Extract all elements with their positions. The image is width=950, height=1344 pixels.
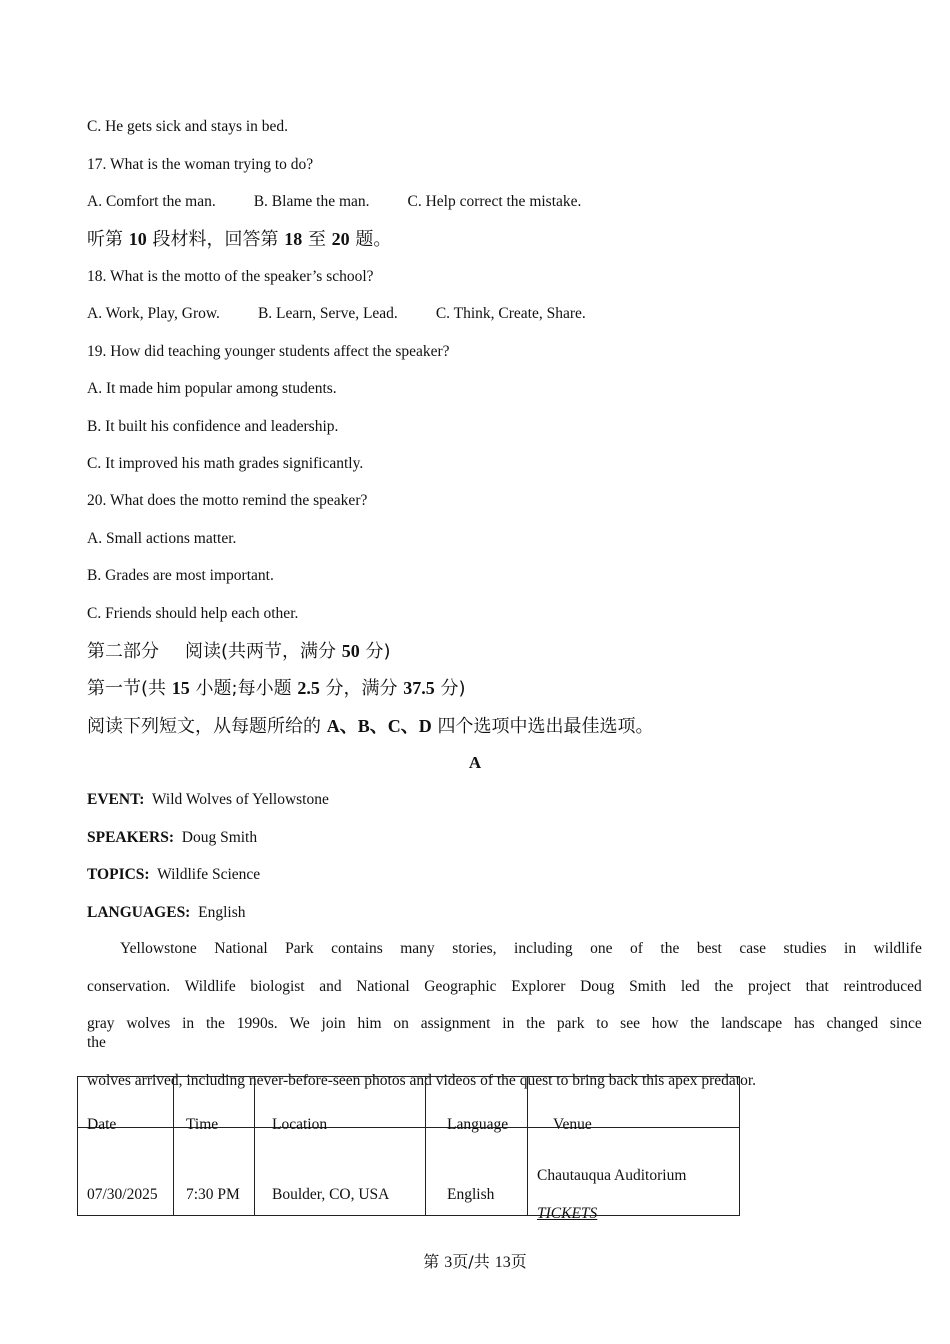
- paragraph-line-2: [87, 978, 922, 996]
- paragraph-word: including: [514, 940, 573, 957]
- paragraph-word: to: [596, 1015, 609, 1032]
- paragraph-word: Doug: [580, 978, 615, 995]
- paragraph-word: has: [793, 1015, 815, 1032]
- table-header-time: Time: [186, 1116, 219, 1133]
- heading-text: 题。: [355, 229, 392, 250]
- paragraph-line-3: [87, 1015, 922, 1033]
- paragraph-word: conservation.: [87, 978, 171, 995]
- page-footer: [0, 1249, 950, 1272]
- heading-number: 15: [171, 678, 190, 698]
- heading-text: 分): [365, 641, 391, 662]
- instruction-text: 阅读下列短文，从每题所给的: [87, 716, 321, 737]
- topics-value: Wildlife Science: [157, 866, 261, 883]
- paragraph-word: many: [400, 940, 435, 957]
- q17-option-b: B. Blame the man.: [253, 193, 370, 210]
- paragraph-line-3b: the: [87, 1034, 106, 1051]
- q20-option-b: B. Grades are most important.: [87, 567, 274, 584]
- paragraph-word: assignment: [420, 1015, 491, 1032]
- heading-text: 阅读(共两节，满分: [185, 641, 337, 662]
- table-header-language: Language: [447, 1116, 509, 1133]
- q18-option-b: B. Learn, Serve, Lead.: [257, 305, 398, 322]
- paragraph-word: led: [680, 978, 700, 995]
- paragraph-word: since: [889, 1015, 922, 1032]
- paragraph-word: reintroduced: [843, 978, 922, 995]
- instruction-text: 四个选项中选出最佳选项。: [437, 716, 654, 737]
- paragraph-word: that: [805, 978, 829, 995]
- table-header-location: Location: [272, 1116, 328, 1133]
- q18-option-a: A. Work, Play, Grow.: [87, 305, 220, 322]
- paragraph-word: studies: [783, 940, 827, 957]
- paragraph-word: how: [651, 1015, 679, 1032]
- paragraph-word: case: [739, 940, 766, 957]
- paragraph-word: in: [502, 1015, 515, 1032]
- paragraph-word: best: [696, 940, 722, 957]
- paragraph-word: in: [182, 1015, 195, 1032]
- paragraph-word: changed: [826, 1015, 879, 1032]
- table-rule: [739, 1076, 740, 1216]
- table-cell-location: Boulder, CO, USA: [272, 1186, 390, 1203]
- paragraph-word: 1990s.: [236, 1015, 278, 1032]
- q20-option-a: A. Small actions matter.: [87, 530, 237, 547]
- paragraph-word: of: [629, 940, 643, 957]
- table-rule: [77, 1076, 78, 1216]
- topics-line: [87, 865, 260, 885]
- subsection1-heading: [87, 677, 466, 700]
- heading-text: 分，满分: [325, 678, 398, 699]
- passage-label: A: [468, 753, 482, 772]
- heading-number: 2.5: [297, 678, 320, 698]
- table-rule: [527, 1076, 528, 1216]
- table-header-date: Date: [87, 1116, 117, 1133]
- speakers-value: Doug Smith: [181, 829, 258, 846]
- paragraph-word: see: [620, 1015, 640, 1032]
- q17-option-c: C. Help correct the mistake.: [407, 193, 582, 210]
- q17-question: 17. What is the woman trying to do?: [87, 156, 314, 173]
- q18-option-c: C. Think, Create, Share.: [435, 305, 586, 322]
- table-rule: [77, 1127, 740, 1128]
- paragraph-word: contains: [331, 940, 383, 957]
- paragraph-word: park: [556, 1015, 585, 1032]
- paragraph-word: Park: [285, 940, 314, 957]
- speakers-label: SPEAKERS:: [87, 829, 174, 846]
- heading-number: 50: [341, 641, 360, 661]
- footer-text: 页/共: [452, 1252, 490, 1271]
- footer-page-number: 3: [444, 1254, 453, 1271]
- heading-text: 段材料，回答第: [152, 229, 279, 250]
- tickets-link[interactable]: TICKETS: [537, 1205, 598, 1222]
- paragraph-word: in: [844, 940, 857, 957]
- paragraph-word: gray: [87, 1015, 115, 1032]
- q19-option-a: A. It made him popular among students.: [87, 380, 337, 397]
- q19-option-c: C. It improved his math grades significantly.: [87, 455, 364, 472]
- paragraph-line-4: wolves arrived, including never-before-seen photos and videos of the quest to bring back this apex predator.: [87, 1072, 757, 1089]
- paragraph-word: Yellowstone: [120, 940, 197, 957]
- q17-options: [87, 192, 581, 212]
- paragraph-word: the: [714, 978, 734, 995]
- q20-option-c: C. Friends should help each other.: [87, 605, 299, 622]
- event-table: [77, 1076, 740, 1222]
- heading-number: 37.5: [403, 678, 435, 698]
- q20-question: 20. What does the motto remind the speaker?: [87, 492, 368, 509]
- paragraph-word: on: [393, 1015, 409, 1032]
- languages-label: LANGUAGES:: [87, 904, 191, 921]
- heading-text: 小题;每小题: [195, 678, 292, 699]
- paragraph-word: Wildlife: [184, 978, 236, 995]
- paragraph-word: him: [357, 1015, 382, 1032]
- paragraph-word: biologist: [250, 978, 305, 995]
- reading-instruction: [87, 715, 653, 738]
- paragraph-word: We: [289, 1015, 310, 1032]
- paragraph-word: the: [690, 1015, 710, 1032]
- languages-value: English: [198, 904, 246, 921]
- paragraph-word: Geographic: [424, 978, 497, 995]
- paragraph-word: Smith: [629, 978, 667, 995]
- table-rule: [77, 1076, 740, 1077]
- table-rule: [254, 1076, 255, 1216]
- q19-question: 19. How did teaching younger students affect the speaker?: [87, 343, 450, 360]
- heading-text: 第一节(共: [87, 678, 167, 699]
- table-header-venue: Venue: [553, 1116, 592, 1133]
- footer-total-pages: 13: [494, 1254, 511, 1271]
- heading-number: 20: [331, 229, 350, 249]
- paragraph-word: stories,: [452, 940, 497, 957]
- table-cell-venue: Chautauqua Auditorium: [537, 1167, 687, 1184]
- paragraph-line-1: [120, 940, 922, 958]
- paragraph-word: National: [214, 940, 268, 957]
- speakers-line: [87, 828, 257, 848]
- q17-option-a: A. Comfort the man.: [87, 193, 216, 210]
- table-rule: [173, 1076, 174, 1216]
- table-cell-language: English: [447, 1186, 495, 1203]
- q18-options: [87, 304, 586, 324]
- table-cell-date: 07/30/2025: [87, 1186, 158, 1203]
- paragraph-word: project: [747, 978, 791, 995]
- paragraph-word: National: [356, 978, 410, 995]
- part2-heading: [87, 640, 391, 663]
- paragraph-word: landscape: [721, 1015, 783, 1032]
- footer-text: 页: [510, 1252, 527, 1271]
- topics-label: TOPICS:: [87, 866, 150, 883]
- heading-text: 第二部分: [87, 641, 159, 662]
- heading-number: 18: [284, 229, 303, 249]
- event-label: EVENT:: [87, 791, 145, 808]
- paragraph-word: wolves: [126, 1015, 171, 1032]
- paragraph-word: the: [660, 940, 680, 957]
- paragraph-word: the: [205, 1015, 225, 1032]
- instruction-letters: A、B、C、D: [326, 716, 432, 736]
- paragraph-word: Explorer: [511, 978, 566, 995]
- paragraph-word: one: [590, 940, 613, 957]
- paragraph-word: wildlife: [873, 940, 922, 957]
- q16-option-c: C. He gets sick and stays in bed.: [87, 118, 289, 135]
- footer-text: 第: [423, 1252, 440, 1271]
- paragraph-word: join: [321, 1015, 346, 1032]
- heading-number: 10: [128, 229, 147, 249]
- event-value: Wild Wolves of Yellowstone: [151, 791, 329, 808]
- heading-text: 分): [440, 678, 466, 699]
- heading-text: 至: [307, 229, 326, 250]
- q19-option-b: B. It built his confidence and leadership.: [87, 418, 339, 435]
- table-cell-time: 7:30 PM: [186, 1186, 240, 1203]
- event-line: [87, 790, 329, 810]
- languages-line: [87, 903, 245, 923]
- section10-heading: [87, 228, 391, 251]
- q18-question: 18. What is the motto of the speaker’s school?: [87, 268, 374, 285]
- heading-text: 听第: [87, 229, 123, 250]
- table-rule: [425, 1076, 426, 1216]
- paragraph-word: the: [526, 1015, 546, 1032]
- table-rule: [77, 1215, 740, 1216]
- paragraph-word: and: [319, 978, 342, 995]
